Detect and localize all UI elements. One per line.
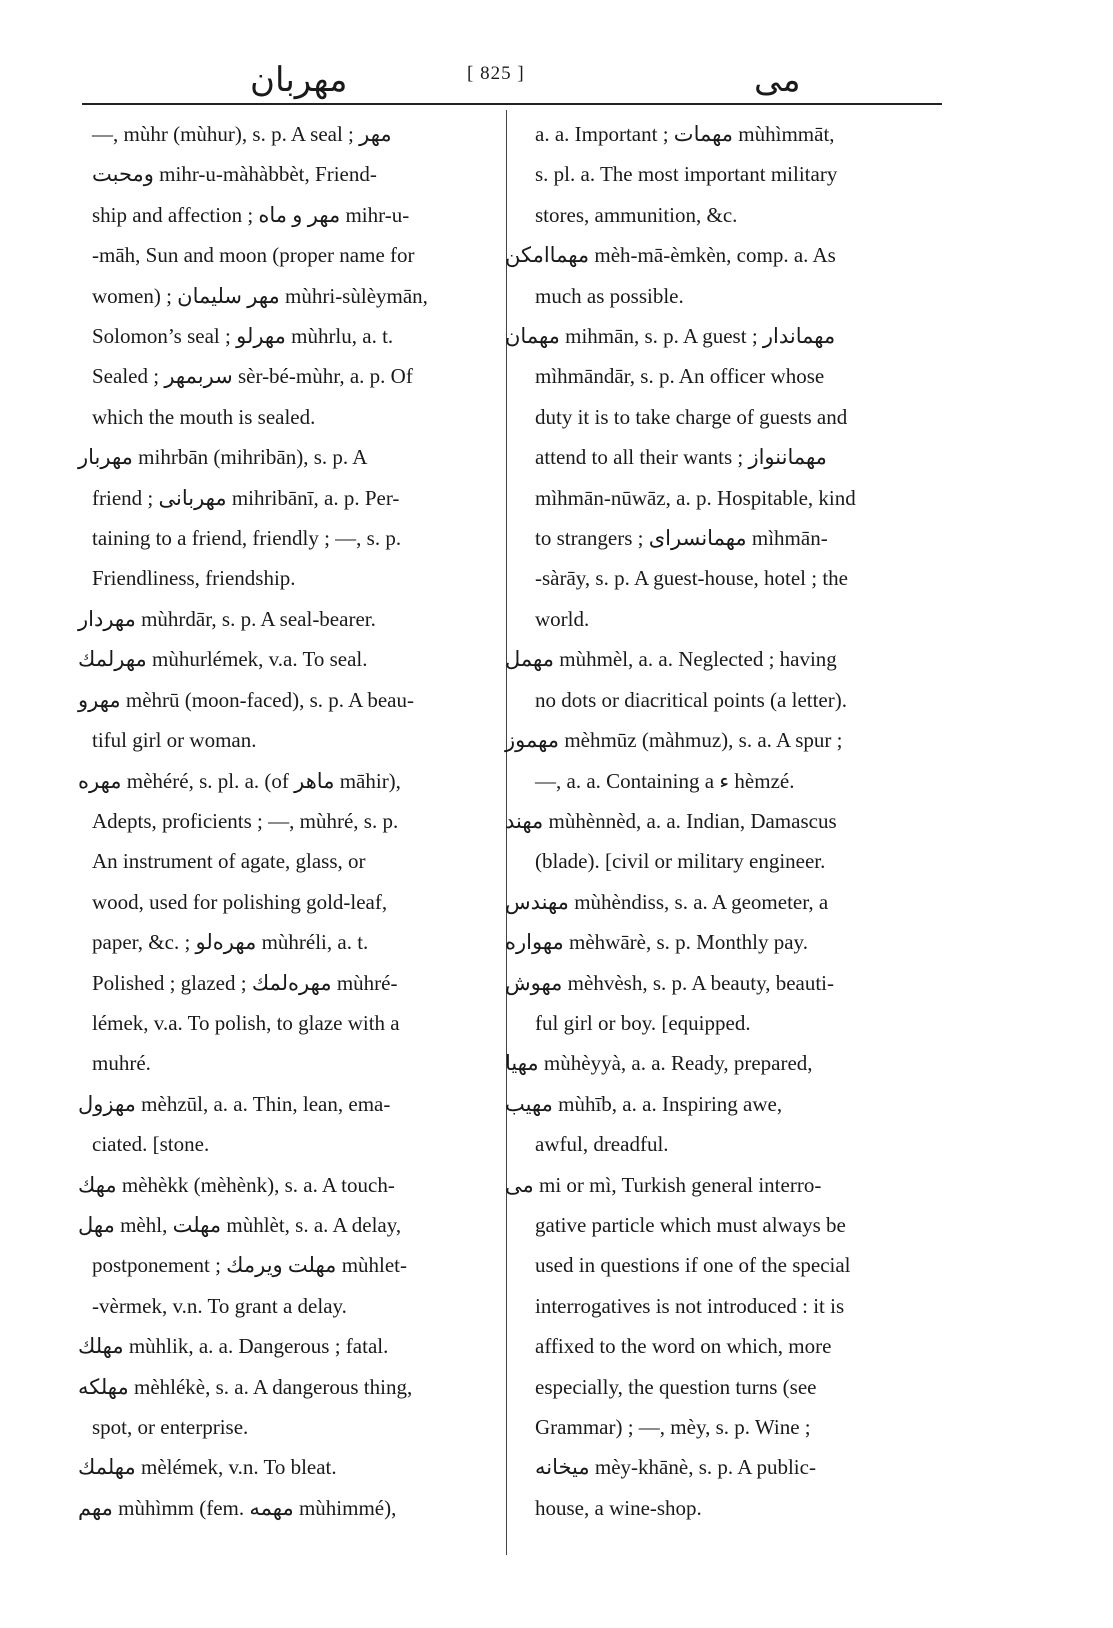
dictionary-line: Friendliness, friendship. — [92, 566, 296, 591]
dictionary-line: مهلك mùhlik, a. a. Dangerous ; fatal. — [78, 1334, 389, 1359]
dictionary-line: مهره mèhéré, s. pl. a. (of ماهر māhir), — [78, 768, 401, 793]
dictionary-line: ful girl or boy. [equipped. — [535, 1010, 751, 1035]
dictionary-line: -sàrāy, s. p. A guest-house, hotel ; the — [535, 566, 849, 591]
dictionary-line: gative particle which must always be — [535, 1212, 846, 1237]
dictionary-line: to strangers ; مهمانسراى mìhmān- — [535, 526, 828, 551]
dictionary-line: —, a. a. Containing a ء hèmzé. — [535, 768, 795, 793]
dictionary-line: مهربار mihrbān (mihribān), s. p. A — [78, 445, 368, 470]
dictionary-line: Sealed ; سربمهر sèr-bé-mùhr, a. p. Of — [92, 364, 413, 389]
dictionary-line: lémek, v.a. To polish, to glaze with a — [92, 1010, 400, 1035]
dictionary-line: ship and affection ; مهر و ماه mihr-u- — [92, 202, 410, 227]
dictionary-line: Solomon’s seal ; مهرلو mùhrlu, a. t. — [92, 324, 394, 349]
dictionary-line: مهند mùhènnèd, a. a. Indian, Damascus — [505, 808, 837, 833]
dictionary-line: مهمل mùhmèl, a. a. Neglected ; having — [505, 647, 837, 672]
dictionary-line: مهك mèhèkk (mèhènk), s. a. A touch- — [78, 1172, 395, 1197]
dictionary-line: spot, or enterprise. — [92, 1415, 249, 1439]
dictionary-line: interrogatives is not introduced : it is — [535, 1293, 845, 1318]
dictionary-line: used in questions if one of the special — [535, 1253, 851, 1278]
dictionary-line: mìhmāndār, s. p. An officer whose — [535, 364, 825, 389]
dictionary-line: مهم mùhìmm (fem. مهمه mùhimmé), — [78, 1495, 397, 1520]
dictionary-line: attend to all their wants ; مهماننواز — [535, 445, 827, 470]
dictionary-line: مهزول mèhzūl, a. a. Thin, lean, ema- — [78, 1091, 391, 1116]
dictionary-line: مى mi or mì, Turkish general interro- — [505, 1172, 822, 1197]
dictionary-line: مهماامكن mèh-mā-èmkèn, comp. a. As — [505, 243, 836, 268]
right-column — [505, 114, 940, 1528]
dictionary-line: (blade). [civil or military engineer. — [535, 849, 826, 874]
dictionary-line: tiful girl or woman. — [92, 728, 257, 753]
dictionary-line: a. a. Important ; مهمات mùhìmmāt, — [535, 122, 835, 146]
dictionary-line: wood, used for polishing gold-leaf, — [92, 889, 388, 914]
dictionary-line: مهيا mùhèyyà, a. a. Ready, prepared, — [505, 1051, 813, 1076]
dictionary-line: -vèrmek, v.n. To grant a delay. — [92, 1293, 347, 1318]
dictionary-line: —, mùhr (mùhur), s. p. A seal ; مهر — [92, 122, 392, 146]
dictionary-line: stores, ammunition, &c. — [535, 202, 738, 227]
dictionary-line: ميخانه mèy-khānè, s. p. A public- — [535, 1455, 816, 1480]
page-header — [82, 55, 942, 103]
dictionary-line: Polished ; glazed ; مهره‌لمك mùhré- — [92, 970, 398, 995]
dictionary-line: muhré. — [92, 1051, 151, 1076]
dictionary-line: ciated. [stone. — [92, 1132, 210, 1157]
dictionary-line: mìhmān-nūwāz, a. p. Hospitable, kind — [535, 485, 856, 510]
dictionary-line: affixed to the word on which, more — [535, 1334, 832, 1359]
dictionary-line: مهرو mèhrū (moon-faced), s. p. A beau- — [78, 687, 414, 712]
dictionary-line: duty it is to take charge of guests and — [535, 404, 848, 429]
header-rule — [82, 103, 942, 105]
dictionary-line: مهردار mùhrdār, s. p. A seal-bearer. — [78, 606, 376, 631]
dictionary-line: -māh, Sun and moon (proper name for — [92, 243, 415, 268]
dictionary-line: world. — [535, 606, 590, 631]
page-number: [ 825 ] — [467, 63, 525, 84]
dictionary-line: مهوش mèhvèsh, s. p. A beauty, beauti- — [505, 970, 835, 995]
dictionary-line: especially, the question turns (see — [535, 1374, 817, 1399]
dictionary-line: s. pl. a. The most important military — [535, 162, 838, 187]
dictionary-line: house, a wine-shop. — [535, 1495, 702, 1520]
dictionary-line: friend ; مهربانى mihribānī, a. p. Per- — [92, 485, 400, 510]
dictionary-line: awful, dreadful. — [535, 1132, 669, 1157]
dictionary-line: no dots or diacritical points (a letter). — [535, 687, 847, 712]
dictionary-line: women) ; مهر سليمان mùhri-sùlèymān, — [92, 283, 428, 308]
dictionary-line: مهيب mùhīb, a. a. Inspiring awe, — [505, 1091, 783, 1116]
dictionary-line: مهواره mèhwārè, s. p. Monthly pay. — [505, 930, 808, 955]
dictionary-line: taining to a friend, friendly ; —, s. p. — [92, 526, 402, 551]
dictionary-line: مهندس mùhèndiss, s. a. A geometer, a — [505, 889, 829, 914]
left-column — [78, 114, 492, 1528]
header-left-word: مهربان — [250, 62, 348, 99]
dictionary-line: paper, &c. ; مهره‌لو mùhréli, a. t. — [92, 930, 369, 955]
dictionary-line: ومحبت mihr-u-màhàbbèt, Friend- — [92, 162, 377, 187]
dictionary-line: مهلكه mèhlékè, s. a. A dangerous thing, — [78, 1374, 413, 1399]
dictionary-line: which the mouth is sealed. — [92, 404, 316, 429]
dictionary-line: Adepts, proficients ; —, mùhré, s. p. — [92, 808, 399, 833]
dictionary-line: much as possible. — [535, 283, 684, 308]
dictionary-line: postponement ; مهلت ويرمك mùhlet- — [92, 1253, 408, 1278]
dictionary-line: مهل mèhl, مهلت mùhlèt, s. a. A delay, — [78, 1212, 402, 1237]
dictionary-line: مهرلمك mùhurlémek, v.a. To seal. — [78, 647, 368, 672]
dictionary-line: An instrument of agate, glass, or — [92, 849, 366, 874]
header-right-word: مى — [754, 62, 801, 99]
dictionary-line: مهلمك mèlémek, v.n. To bleat. — [78, 1455, 337, 1480]
dictionary-line: مهمان mihmān, s. p. A guest ; مهماندار — [505, 324, 836, 349]
dictionary-line: Grammar) ; —, mèy, s. p. Wine ; — [535, 1415, 811, 1439]
dictionary-line: مهموز mèhmūz (màhmuz), s. a. A spur ; — [505, 728, 843, 753]
